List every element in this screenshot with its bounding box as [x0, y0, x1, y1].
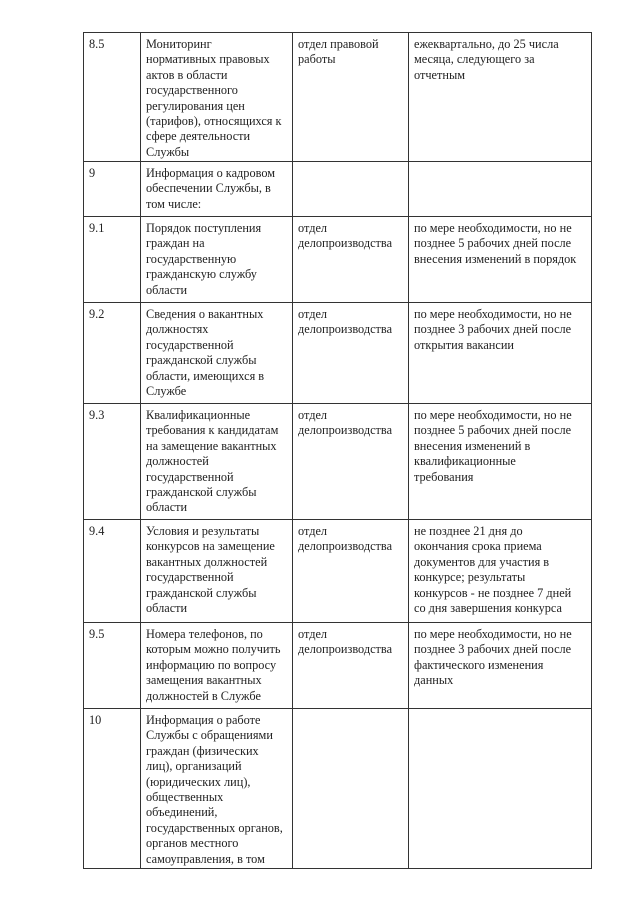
table-row	[84, 709, 592, 869]
row-number: 8.5	[89, 37, 105, 51]
document-table	[83, 32, 592, 869]
deadline-text: по мере необходимости, но не позднее 5 рабочих дней после внесения изменений в порядок	[414, 221, 577, 266]
responsible-cell	[293, 162, 409, 217]
description-cell	[141, 162, 293, 217]
row-number-cell	[84, 33, 141, 162]
deadline-cell	[409, 709, 592, 869]
responsible-text: отдел делопроизводства	[298, 307, 393, 337]
responsible-text: отдел правовой работы	[298, 37, 379, 67]
description-text: Условия и результаты конкурсов на замещение вакантных должностей государственной гражданской службы области	[146, 524, 275, 616]
row-number-cell	[84, 303, 141, 404]
description-cell	[141, 217, 293, 303]
table-row	[84, 217, 592, 303]
row-number-cell	[84, 217, 141, 303]
responsible-cell	[293, 217, 409, 303]
deadline-text: по мере необходимости, но не позднее 3 рабочих дней после открытия вакансии	[414, 307, 572, 352]
responsible-cell	[293, 520, 409, 623]
row-number-cell	[84, 162, 141, 217]
description-cell	[141, 33, 293, 162]
row-number-cell	[84, 709, 141, 869]
description-cell	[141, 709, 293, 869]
description-cell	[141, 623, 293, 709]
description-cell	[141, 520, 293, 623]
deadline-cell	[409, 162, 592, 217]
description-cell	[141, 404, 293, 520]
row-number-cell	[84, 623, 141, 709]
table-row	[84, 404, 592, 520]
table-row	[84, 520, 592, 623]
table-row	[84, 623, 592, 709]
table-row	[84, 162, 592, 217]
responsible-text: отдел делопроизводства	[298, 408, 393, 438]
deadline-text: по мере необходимости, но не позднее 5 рабочих дней после внесения изменений в квалификационные требования	[414, 408, 572, 484]
row-number-cell	[84, 520, 141, 623]
deadline-cell	[409, 217, 592, 303]
table-row	[84, 303, 592, 404]
deadline-cell	[409, 404, 592, 520]
description-text: Сведения о вакантных должностях государственной гражданской службы области, имеющихся в Службе	[146, 307, 265, 399]
row-number: 9.5	[89, 627, 105, 641]
deadline-cell	[409, 520, 592, 623]
description-text: Мониторинг нормативных правовых актов в области государственного регулирования цен (тарифов), относящихся к сфере деятельности Службы	[146, 37, 282, 159]
deadline-cell	[409, 623, 592, 709]
deadline-cell	[409, 303, 592, 404]
description-text: Информация о кадровом обеспечении Службы, в том числе:	[146, 166, 276, 211]
row-number: 9.4	[89, 524, 105, 538]
deadline-text: по мере необходимости, но не позднее 3 рабочих дней после фактического изменения данных	[414, 627, 572, 688]
responsible-cell	[293, 404, 409, 520]
row-number: 9.1	[89, 221, 105, 235]
responsible-cell	[293, 33, 409, 162]
responsible-cell	[293, 303, 409, 404]
row-number-cell	[84, 404, 141, 520]
description-text: Квалификационные требования к кандидатам на замещение вакантных должностей государственной гражданской службы области	[146, 408, 279, 515]
responsible-text: отдел делопроизводства	[298, 627, 393, 657]
row-number: 9	[89, 166, 96, 180]
row-number: 9.2	[89, 307, 105, 321]
responsible-cell	[293, 709, 409, 869]
deadline-cell	[409, 33, 592, 162]
description-cell	[141, 303, 293, 404]
description-text: Порядок поступления граждан на государственную гражданскую службу области	[146, 221, 262, 297]
description-text: Номера телефонов, по которым можно получить информацию по вопросу замещения вакантных должностей в Службе	[146, 627, 281, 703]
row-number: 9.3	[89, 408, 105, 422]
description-text: Информация о работе Службы с обращениями граждан (физических лиц), организаций (юридических лиц), общественных объединений, государственных органов, органов местного самоуправления, в том	[146, 713, 283, 866]
responsible-cell	[293, 623, 409, 709]
deadline-text: не позднее 21 дня до окончания срока приема документов для участия в конкурсе; результаты конкурсов - не позднее 7 дней со дня завершения конкурса	[414, 524, 572, 616]
row-number: 10	[89, 713, 102, 727]
responsible-text: отдел делопроизводства	[298, 524, 393, 554]
table-row	[84, 33, 592, 162]
deadline-text: ежеквартально, до 25 числа месяца, следующего за отчетным	[414, 37, 559, 82]
responsible-text: отдел делопроизводства	[298, 221, 393, 251]
